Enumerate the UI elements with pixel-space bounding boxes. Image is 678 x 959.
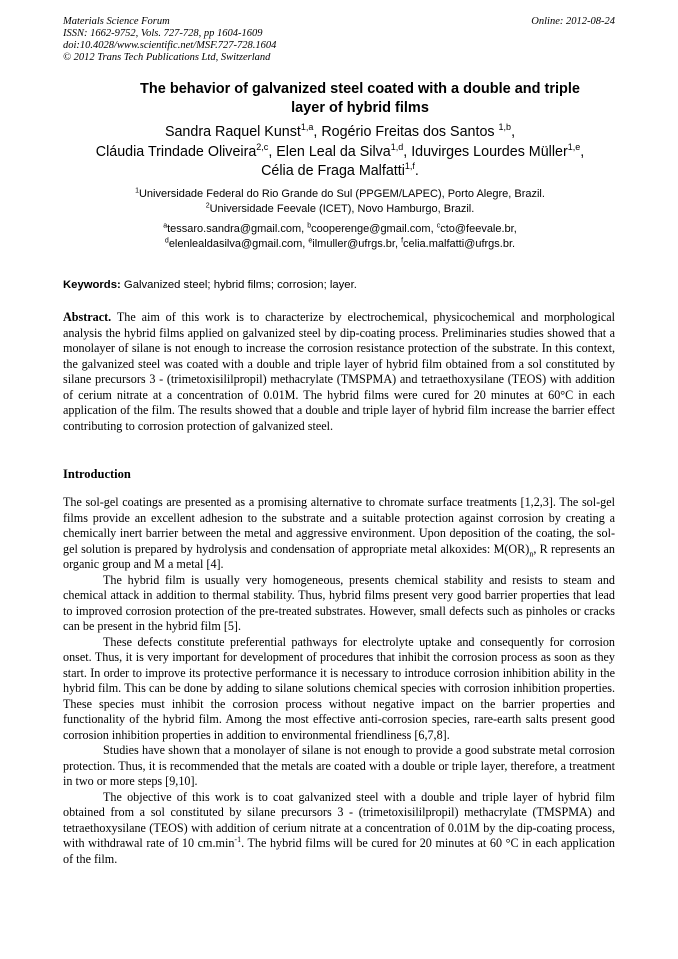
author-sup: 1,a (300, 122, 314, 133)
author-sep: , (403, 143, 412, 160)
paragraph-text: . The hybrid films will be cured for 20 minutes at 60 °C in each application of the film. (63, 836, 615, 866)
affiliation-text: Universidade Federal do Rio Grande do Sul (PPGEM/LAPEC), Porto Alegre, Brazil. (138, 188, 545, 200)
email-sup: c (436, 222, 441, 230)
affiliation-sup: 1 (135, 187, 139, 195)
email-link[interactable]: celia.malfatti@ufrgs.br. (403, 238, 516, 250)
author-line-1 (40, 123, 640, 143)
author-name: Rogério Freitas dos Santos (321, 124, 499, 140)
section-heading-introduction: Introduction (63, 467, 131, 481)
paragraph-text: The objective of this work is to coat galvanized steel with a double and triple layer of hybrid film obtained from a sol constituted by silane precursors 3 - (trimetoxisililpropil) methacrylate (TMSPMA) and tetraethoxysilane (TEOS) with addition of cerium nitrate at a concentration of 0.01M by the dip-coating process, with withdrawal rate of 10 cm.min (63, 789, 615, 850)
affiliation-1 (40, 187, 640, 202)
author-sup: 2,c (256, 141, 269, 152)
keywords (63, 278, 615, 293)
author-sup: 1,d (390, 141, 404, 152)
email-link[interactable]: tessaro.sandra@gmail.com, (167, 223, 308, 235)
affiliation-text: Universidade Feevale (ICET), Novo Hamburgo, Brazil. (209, 203, 475, 215)
email-link[interactable]: cooperenge@gmail.com, (311, 223, 437, 235)
email-sup: b (307, 222, 312, 230)
author-sep: , (580, 143, 585, 160)
author-line-2 (40, 143, 640, 163)
author-name: Sandra Raquel Kunst (164, 124, 301, 140)
abstract-label: Abstract. (63, 310, 112, 324)
affiliation-sup: 2 (205, 202, 210, 210)
title-line-2: layer of hybrid films (291, 100, 429, 116)
paragraph-text: , R represents an organic group and M a metal [4]. (63, 541, 616, 571)
author-sup: 1,e (567, 141, 581, 152)
paragraph-text: The sol-gel coatings are presented as a promising alternative to chromate surface treatments [1,2,3]. The sol-gel films provide an excellent adhesion to the substrate and a suitable protection against corrosion by creating a chemically inert barrier between the metal and aggressive environment. Upon deposition of the coating, the sol-gel solution is prepared by hydrolysis and condensation of appropriate metal alkoxides: M(OR) (63, 495, 615, 556)
email-line-1 (40, 222, 640, 237)
author-name: Elen Leal da Silva (276, 143, 391, 160)
author-name: Cláudia Trindade Oliveira (95, 143, 257, 160)
paragraph (63, 495, 615, 573)
introduction-body (63, 495, 615, 867)
online-date: Online: 2012-08-24 (531, 16, 615, 27)
email-link[interactable]: elenlealdasilva@gmail.com, (168, 238, 309, 250)
email-sup: d (164, 237, 169, 245)
journal-name: Materials Science Forum (63, 16, 170, 27)
author-sep: . (414, 163, 419, 179)
email-sup: a (163, 222, 168, 230)
author-list (40, 123, 640, 182)
subscript: n (529, 548, 534, 558)
paragraph (63, 790, 615, 868)
affiliations (40, 187, 640, 217)
copyright-line: © 2012 Trans Tech Publications Ltd, Switzerland (63, 52, 271, 63)
paragraph: These defects constitute preferential pathways for electrolyte uptake and consequently for corrosion onset. Thus, it is very important for development of procedures that inhibit the corrosion process as soon as they start. In order to improve its protective performance it is necessary to introduce corrosion inhibition ability in the hybrid film. This can be done by adding to silane solutions chemical species with corrosion inhibition properties. These species must inhibit the corrosion process without negative impact on the barrier properties and functionality of the hybrid film. Among the most effective anti-corrosion species, rare-earth salts present good corrosion inhibition properties in addition to environmental friendliness [6,7,8]. (63, 634, 615, 742)
email-link[interactable]: ilmuller@ufrgs.br, (312, 238, 402, 250)
abstract-text: The aim of this work is to characterize by electrochemical, physicochemical and morphological analysis the hybrid films applied on galvanized steel by dip-coating process. Preliminaries studies showed that a monolayer of silane is not enough to increase the corrosion resistance protection of the substrate. In this context, the galvanized steel was coated with a double and triple layer of hybrid film obtained from a sol constituted by silane precursors 3 - (trimetoxisililpropil) methacrylate (TMSPMA) and tetraethoxysilane (TEOS) with addition of cerium nitrate at a concentration of 0.01M. The hybrid films were cured for 20 minutes at 60°C in each application of the film. The results showed that a double and triple layer of hybrid film increase the barrier effect contributing to corrosion protection of galvanized steel. (63, 310, 615, 433)
superscript: -1 (234, 834, 242, 844)
email-sup: f (401, 237, 404, 245)
keywords-text: Galvanized steel; hybrid films; corrosion; layer. (120, 279, 357, 291)
issn-line: ISSN: 1662-9752, Vols. 727-728, pp 1604-1609 (63, 28, 263, 39)
author-name: Iduvirges Lourdes Müller (411, 143, 568, 160)
keywords-label: Keywords: (63, 279, 121, 291)
author-sup: 1,b (498, 122, 512, 133)
abstract (63, 310, 615, 434)
author-name: Célia de Fraga Malfatti (261, 163, 405, 179)
email-line-2 (40, 237, 640, 252)
doi-line: doi:10.4028/www.scientific.net/MSF.727-728.1604 (63, 40, 277, 51)
author-sup: 1,f (404, 161, 415, 172)
author-line-3 (40, 162, 640, 182)
journal-header (63, 16, 483, 64)
paragraph: The hybrid film is usually very homogeneous, presents chemical stability and resists to steam and chemical attack in addition to thermal stability. Thus, hybrid films present very good barrier properties that lead to improved corrosion protection of the pre-treated substrates. However, small defects such as pinholes or cracks can be present in the hybrid film [5]. (63, 572, 615, 633)
email-list (40, 222, 640, 252)
paper-title (100, 80, 620, 118)
author-sep: , (268, 143, 277, 160)
email-link[interactable]: cto@feevale.br, (440, 223, 517, 235)
affiliation-2 (40, 202, 640, 217)
email-sup: e (308, 237, 313, 245)
paragraph: Studies have shown that a monolayer of silane is not enough to provide a good substrate metal corrosion protection. Thus, it is recommended that the metals are coated with a double or triple layer, therefore, a treatment in two or more steps [9,10]. (63, 743, 615, 788)
title-line-1: The behavior of galvanized steel coated with a double and triple (140, 81, 580, 97)
author-sep: , (313, 124, 322, 140)
author-sep: , (511, 124, 516, 140)
